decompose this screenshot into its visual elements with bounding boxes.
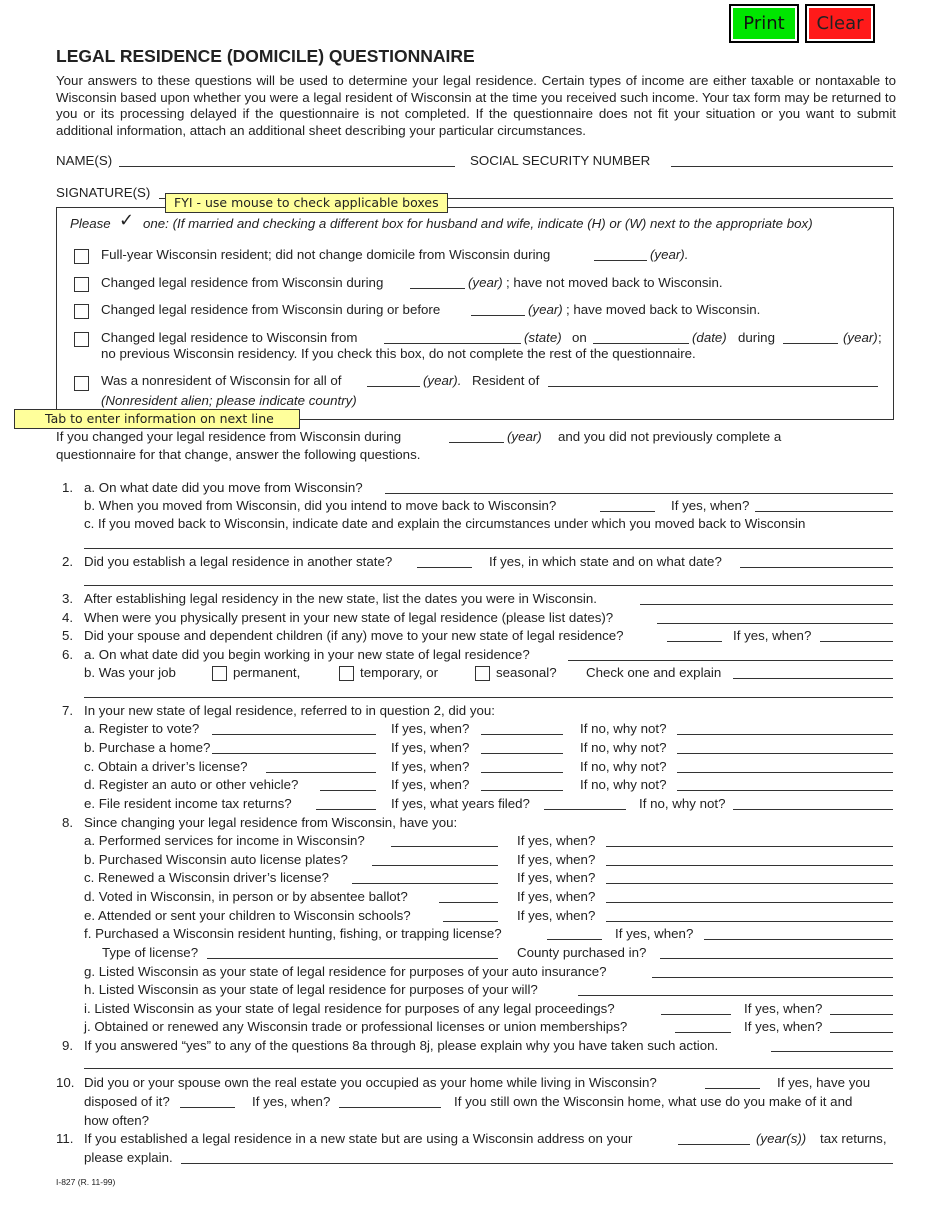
q3-number: 3. bbox=[62, 591, 74, 606]
q7c-text: c. Obtain a driver’s license? bbox=[84, 759, 248, 774]
q1b-when: If yes, when? bbox=[671, 498, 750, 513]
q1b-text: b. When you moved from Wisconsin, did you intend to move back to Wisconsin? bbox=[84, 498, 557, 513]
q7c-whynot: If no, why not? bbox=[580, 759, 667, 774]
opt4-date-label: (date) bbox=[692, 330, 727, 345]
q7c-field[interactable] bbox=[266, 772, 376, 773]
opt2-checkbox[interactable] bbox=[74, 277, 89, 292]
q8a-when-field[interactable] bbox=[606, 846, 893, 847]
q8-number: 8. bbox=[62, 815, 74, 830]
q2-when-field[interactable] bbox=[740, 567, 893, 568]
q7e-years-field[interactable] bbox=[544, 809, 626, 810]
q1a-text: a. On what date did you move from Wisconsin? bbox=[84, 480, 363, 495]
mouse-tip: FYI - use mouse to check applicable boxes bbox=[165, 193, 448, 213]
q6b-explain-label: Check one and explain bbox=[586, 665, 722, 680]
q1b-when-field[interactable] bbox=[755, 511, 893, 512]
checkmark-icon: ✓ bbox=[119, 210, 135, 231]
q8i-field[interactable] bbox=[661, 1014, 731, 1015]
opt4-during-label: during bbox=[738, 330, 775, 345]
ssn-label: SOCIAL SECURITY NUMBER bbox=[470, 153, 651, 168]
q6b-seasonal-checkbox[interactable] bbox=[475, 666, 490, 681]
opt5-line2: (Nonresident alien; please indicate country) bbox=[101, 393, 357, 408]
q7b-field[interactable] bbox=[212, 753, 376, 754]
q8b-text: b. Purchased Wisconsin auto license plates? bbox=[84, 852, 348, 867]
q6b-text: b. Was your job bbox=[84, 665, 176, 680]
q6b-extra-field[interactable] bbox=[84, 697, 893, 698]
q8j-when-field[interactable] bbox=[830, 1032, 893, 1033]
q11-line1: If you established a legal residence in a new state but are using a Wisconsin address on your bbox=[84, 1131, 633, 1146]
q8b-when: If yes, when? bbox=[517, 852, 596, 867]
q7a-text: a. Register to vote? bbox=[84, 721, 200, 736]
q5-when-field[interactable] bbox=[820, 641, 893, 642]
q8j-text: j. Obtained or renewed any Wisconsin trade or professional licenses or union memberships? bbox=[84, 1019, 628, 1034]
q6a-text: a. On what date did you begin working in your new state of legal residence? bbox=[84, 647, 530, 662]
q2-extra-field[interactable] bbox=[84, 585, 893, 586]
q8j-field[interactable] bbox=[675, 1032, 731, 1033]
q1c-text: c. If you moved back to Wisconsin, indicate date and explain the circumstances under which you moved back to Wisconsin bbox=[84, 516, 806, 531]
q7c-when-field[interactable] bbox=[481, 772, 563, 773]
q2-when: If yes, in which state and on what date? bbox=[489, 554, 722, 569]
q2-text: Did you establish a legal residence in another state? bbox=[84, 554, 393, 569]
q10-disposed-label: disposed of it? bbox=[84, 1094, 170, 1109]
q7d-when-field[interactable] bbox=[481, 790, 563, 791]
please-label: Please bbox=[70, 216, 111, 231]
q7e-field[interactable] bbox=[316, 809, 376, 810]
q8e-when-field[interactable] bbox=[606, 921, 893, 922]
q7a-field[interactable] bbox=[212, 734, 376, 735]
q7-text: In your new state of legal residence, referred to in question 2, did you: bbox=[84, 703, 495, 718]
q7e-years: If yes, what years filed? bbox=[391, 796, 530, 811]
q2-field[interactable] bbox=[417, 567, 472, 568]
q8i-when: If yes, when? bbox=[744, 1001, 823, 1016]
q7d-when: If yes, when? bbox=[391, 777, 470, 792]
opt4-on-label: on bbox=[572, 330, 587, 345]
q7e-whynot: If no, why not? bbox=[639, 796, 726, 811]
opt2-end: ; have not moved back to Wisconsin. bbox=[506, 275, 723, 290]
names-field[interactable] bbox=[119, 166, 455, 167]
q10-number: 10. bbox=[56, 1075, 75, 1090]
opt5-year-field[interactable] bbox=[367, 386, 420, 387]
q8g-field[interactable] bbox=[652, 977, 893, 978]
q8d-text: d. Voted in Wisconsin, in person or by absentee ballot? bbox=[84, 889, 408, 904]
opt5-checkbox[interactable] bbox=[74, 376, 89, 391]
q9-text: If you answered “yes” to any of the questions 8a through 8j, please explain why you have taken such action. bbox=[84, 1038, 719, 1053]
check-one-instruction: one: (If married and checking a different box for husband and wife, indicate (H) or (W) next to the appropriate box) bbox=[143, 216, 813, 231]
q8c-text: c. Renewed a Wisconsin driver’s license? bbox=[84, 870, 329, 885]
q4-text: When were you physically present in your new state of legal residence (please list dates)? bbox=[84, 610, 614, 625]
q8f-county-field[interactable] bbox=[660, 958, 893, 959]
q7a-when-field[interactable] bbox=[481, 734, 563, 735]
q10-when-field[interactable] bbox=[339, 1107, 441, 1108]
q7d-whynot: If no, why not? bbox=[580, 777, 667, 792]
q10-line1: Did you or your spouse own the real estate you occupied as your home while living in Wisconsin? bbox=[84, 1075, 657, 1090]
opt4-date-field[interactable] bbox=[593, 343, 689, 344]
q2-number: 2. bbox=[62, 554, 74, 569]
q8g-text: g. Listed Wisconsin as your state of legal residence for purposes of your auto insurance? bbox=[84, 964, 607, 979]
opt1-year-field[interactable] bbox=[594, 260, 647, 261]
opt5-resident-label: Resident of bbox=[472, 373, 540, 388]
q8a-text: a. Performed services for income in Wisconsin? bbox=[84, 833, 365, 848]
q7d-whynot-field[interactable] bbox=[677, 790, 893, 791]
q7d-field[interactable] bbox=[320, 790, 376, 791]
lead-text-c: questionnaire for that change, answer the following questions. bbox=[56, 447, 421, 462]
opt3-checkbox[interactable] bbox=[74, 304, 89, 319]
opt4-state-field[interactable] bbox=[384, 343, 521, 344]
q6b-permanent-checkbox[interactable] bbox=[212, 666, 227, 681]
q3-text: After establishing legal residency in the new state, list the dates you were in Wisconsin. bbox=[84, 591, 597, 606]
q7e-text: e. File resident income tax returns? bbox=[84, 796, 292, 811]
q6-number: 6. bbox=[62, 647, 74, 662]
opt5-label: Was a nonresident of Wisconsin for all of bbox=[101, 373, 342, 388]
q8f-type-label: Type of license? bbox=[102, 945, 199, 960]
q9-extra-field[interactable] bbox=[84, 1068, 893, 1069]
print-button[interactable]: Print bbox=[729, 4, 799, 43]
q10-use-label: If you still own the Wisconsin home, what use do you make of it and bbox=[454, 1094, 853, 1109]
q8i-text: i. Listed Wisconsin as your state of legal residence for purposes of any legal proceedings? bbox=[84, 1001, 615, 1016]
opt4-state-label: (state) bbox=[524, 330, 562, 345]
q8c-when-field[interactable] bbox=[606, 883, 893, 884]
q7b-whynot: If no, why not? bbox=[580, 740, 667, 755]
clear-button[interactable]: Clear bbox=[805, 4, 875, 43]
page-title: LEGAL RESIDENCE (DOMICILE) QUESTIONNAIRE bbox=[56, 46, 475, 66]
q7-number: 7. bbox=[62, 703, 74, 718]
q8a-when: If yes, when? bbox=[517, 833, 596, 848]
opt2-label: Changed legal residence from Wisconsin during bbox=[101, 275, 384, 290]
q7b-whynot-field[interactable] bbox=[677, 753, 893, 754]
opt3-label: Changed legal residence from Wisconsin during or before bbox=[101, 302, 441, 317]
q8d-when: If yes, when? bbox=[517, 889, 596, 904]
q1a-field[interactable] bbox=[385, 493, 893, 494]
q11-years-label: (year(s)) bbox=[756, 1131, 807, 1146]
q8f-type-field[interactable] bbox=[207, 958, 498, 959]
q6b-temporary-checkbox[interactable] bbox=[339, 666, 354, 681]
q10-how-often: how often? bbox=[84, 1113, 150, 1128]
signature-label: SIGNATURE(S) bbox=[56, 185, 151, 200]
q8d-field[interactable] bbox=[439, 902, 498, 903]
q8b-field[interactable] bbox=[372, 865, 498, 866]
q8i-when-field[interactable] bbox=[830, 1014, 893, 1015]
q8e-field[interactable] bbox=[443, 921, 498, 922]
q6b-permanent-label: permanent, bbox=[233, 665, 301, 680]
q8c-field[interactable] bbox=[352, 883, 498, 884]
q7b-when-field[interactable] bbox=[481, 753, 563, 754]
tab-tip: Tab to enter information on next line bbox=[14, 409, 300, 429]
opt3-year-label: (year) bbox=[528, 302, 563, 317]
opt3-end: ; have moved back to Wisconsin. bbox=[566, 302, 761, 317]
opt5-resident-field[interactable] bbox=[548, 386, 878, 387]
q8b-when-field[interactable] bbox=[606, 865, 893, 866]
q6b-explain-field[interactable] bbox=[733, 678, 893, 679]
q7d-text: d. Register an auto or other vehicle? bbox=[84, 777, 299, 792]
q5-field[interactable] bbox=[667, 641, 722, 642]
opt4-year-label: (year) bbox=[843, 330, 878, 345]
ssn-field[interactable] bbox=[671, 166, 893, 167]
q11-tax-returns: tax returns, bbox=[820, 1131, 887, 1146]
q10-own-field[interactable] bbox=[705, 1088, 760, 1089]
opt1-checkbox[interactable] bbox=[74, 249, 89, 264]
opt1-year-label: (year). bbox=[650, 247, 689, 262]
q7c-when: If yes, when? bbox=[391, 759, 470, 774]
opt1-label: Full-year Wisconsin resident; did not change domicile from Wisconsin during bbox=[101, 247, 551, 262]
lead-text-b: and you did not previously complete a bbox=[558, 429, 782, 444]
q8d-when-field[interactable] bbox=[606, 902, 893, 903]
q8h-field[interactable] bbox=[578, 995, 893, 996]
q8f-field[interactable] bbox=[547, 939, 602, 940]
opt4-label: Changed legal residence to Wisconsin from bbox=[101, 330, 358, 345]
q11-number: 11. bbox=[56, 1131, 74, 1146]
q8a-field[interactable] bbox=[391, 846, 498, 847]
lead-text: If you changed your legal residence from Wisconsin during bbox=[56, 429, 402, 444]
q9-field[interactable] bbox=[771, 1051, 893, 1052]
q1b-field[interactable] bbox=[600, 511, 655, 512]
q11-explain-field[interactable] bbox=[181, 1163, 893, 1164]
intro-paragraph: Your answers to these questions will be used to determine your legal residence. Certain types of income are either taxable or nontaxable to Wisconsin based upon whether you were a legal resident of Wisconsin at the time you received such income. Your tax form may be returned to you or its processing delayed if the questionnaire is not completed. If the questionnaire does not fit your situation or you want to submit additional information, attach an additional sheet describing your particular circumstances. bbox=[56, 73, 896, 138]
q7a-when: If yes, when? bbox=[391, 721, 470, 736]
q7a-whynot: If no, why not? bbox=[580, 721, 667, 736]
q7e-whynot-field[interactable] bbox=[733, 809, 893, 810]
form-number: I-827 (R. 11-99) bbox=[56, 1177, 116, 1187]
opt2-year-label: (year) bbox=[468, 275, 503, 290]
q8h-text: h. Listed Wisconsin as your state of legal residence for purposes of your will? bbox=[84, 982, 538, 997]
q6b-seasonal-label: seasonal? bbox=[496, 665, 557, 680]
opt4-line2: no previous Wisconsin residency. If you check this box, do not complete the rest of the questionnaire. bbox=[101, 346, 696, 361]
opt3-year-field[interactable] bbox=[471, 315, 525, 316]
q6a-field[interactable] bbox=[568, 660, 893, 661]
q1-number: 1. bbox=[62, 480, 74, 495]
opt4-checkbox[interactable] bbox=[74, 332, 89, 347]
q7b-when: If yes, when? bbox=[391, 740, 470, 755]
q8j-when: If yes, when? bbox=[744, 1019, 823, 1034]
opt2-year-field[interactable] bbox=[410, 288, 465, 289]
q9-number: 9. bbox=[62, 1038, 74, 1053]
q7b-text: b. Purchase a home? bbox=[84, 740, 211, 755]
q8e-when: If yes, when? bbox=[517, 908, 596, 923]
q5-number: 5. bbox=[62, 628, 74, 643]
q10-line1b: If yes, have you bbox=[777, 1075, 871, 1090]
q5-text: Did your spouse and dependent children (if any) move to your new state of legal residence? bbox=[84, 628, 624, 643]
q11-years-field[interactable] bbox=[678, 1144, 750, 1145]
q4-field[interactable] bbox=[657, 623, 893, 624]
q10-disposed-field[interactable] bbox=[180, 1107, 235, 1108]
q5-when: If yes, when? bbox=[733, 628, 812, 643]
q7c-whynot-field[interactable] bbox=[677, 772, 893, 773]
opt4-year-field[interactable] bbox=[783, 343, 838, 344]
q11-explain-label: please explain. bbox=[84, 1150, 173, 1165]
q6b-temporary-label: temporary, or bbox=[360, 665, 439, 680]
q4-number: 4. bbox=[62, 610, 74, 625]
q8f-when: If yes, when? bbox=[615, 926, 694, 941]
q10-when-label: If yes, when? bbox=[252, 1094, 331, 1109]
q8c-when: If yes, when? bbox=[517, 870, 596, 885]
q8f-text: f. Purchased a Wisconsin resident hunting, fishing, or trapping license? bbox=[84, 926, 502, 941]
q1c-field[interactable] bbox=[84, 548, 893, 549]
q8f-when-field[interactable] bbox=[704, 939, 893, 940]
opt5-year-label: (year). bbox=[423, 373, 462, 388]
q7a-whynot-field[interactable] bbox=[677, 734, 893, 735]
q8-text: Since changing your legal residence from Wisconsin, have you: bbox=[84, 815, 458, 830]
q3-field[interactable] bbox=[640, 604, 893, 605]
names-label: NAME(S) bbox=[56, 153, 113, 168]
lead-year-label: (year) bbox=[507, 429, 542, 444]
lead-year-field[interactable] bbox=[449, 442, 504, 443]
q8e-text: e. Attended or sent your children to Wisconsin schools? bbox=[84, 908, 411, 923]
opt4-semicolon: ; bbox=[878, 330, 882, 345]
q8f-county-label: County purchased in? bbox=[517, 945, 647, 960]
